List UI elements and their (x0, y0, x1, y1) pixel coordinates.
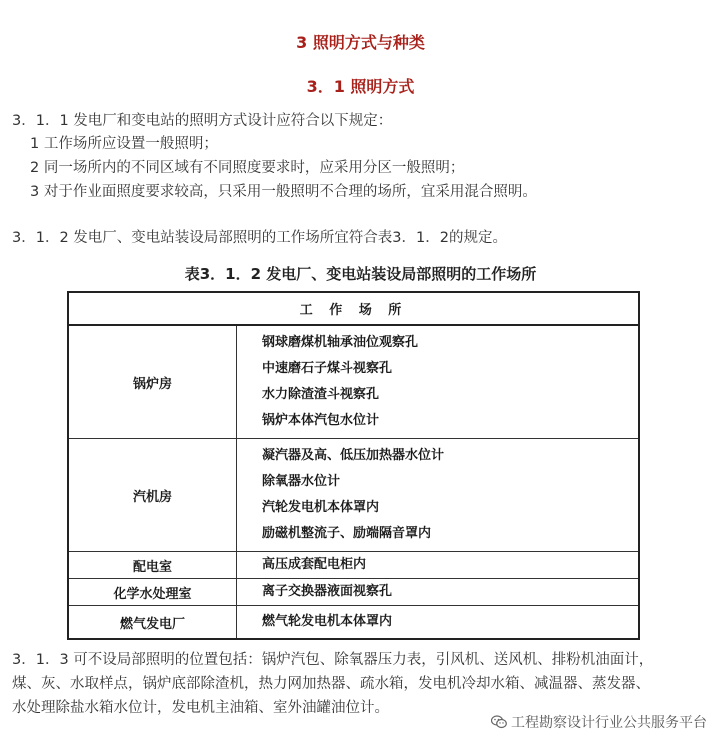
table-item: 励磁机整流子、励端隔音罩内 (262, 526, 432, 541)
watermark-text: 工程勘察设计行业公共服务平台 (511, 715, 707, 731)
table-item: 钢球磨煤机轴承油位观察孔 (262, 335, 419, 350)
table-row (68, 325, 639, 439)
clause-311-item: 3 对于作业面照度要求较高，只采用一般照明不合理的场所，宜采用混合照明。 (30, 184, 537, 200)
clause-313-line: 煤、灰、水取样点，锅炉底部除渣机，热力网加热器、疏水箱，发电机冷却水箱、减温器、蒸发器、 (12, 676, 650, 692)
workplace-table (67, 291, 640, 640)
table-item: 燃气轮发电机本体罩内 (262, 614, 393, 629)
clause-312: 3．1．2 发电厂、变电站装设局部照明的工作场所宜符合表3．1．2的规定。 (12, 230, 507, 246)
table-row (68, 439, 639, 552)
section-heading: 3 照明方式与种类 (296, 33, 425, 52)
clause-313-line: 水处理除盐水箱水位计，发电机主油箱、室外油罐油位计。 (12, 700, 389, 716)
table-item: 高压成套配电柜内 (262, 557, 367, 572)
clause-313-line: 3．1．3 可不设局部照明的位置包括：锅炉汽包、除氧器压力表，引风机、送风机、排粉机油面计， (12, 652, 654, 668)
table-row (68, 552, 639, 579)
subsection-heading: 3．1 照明方式 (306, 77, 415, 96)
table-item: 汽轮发电机本体罩内 (262, 500, 380, 515)
wechat-icon (491, 715, 507, 729)
table-category: 化学水处理室 (68, 579, 237, 606)
clause-311-item: 2 同一场所内的不同区域有不同照度要求时，应采用分区一般照明； (30, 160, 465, 176)
table-item: 中速磨石子煤斗视察孔 (262, 361, 393, 376)
table-item: 除氧器水位计 (262, 474, 341, 489)
table-item: 锅炉本体汽包水位计 (262, 413, 380, 428)
table-row (68, 606, 639, 640)
watermark (487, 712, 707, 732)
table-header: 工 作 场 所 (68, 292, 639, 325)
table-caption: 表3．1．2 发电厂、变电站装设局部照明的工作场所 (184, 265, 537, 283)
table-item: 离子交换器液面视察孔 (262, 584, 393, 599)
table-row (68, 579, 639, 606)
table-category: 锅炉房 (68, 325, 237, 439)
table-category: 汽机房 (68, 439, 237, 552)
table-category: 配电室 (68, 552, 237, 579)
clause-311-item: 1 工作场所应设置一般照明； (30, 136, 218, 152)
table-item: 凝汽器及高、低压加热器水位计 (262, 448, 445, 463)
table-category: 燃气发电厂 (68, 606, 237, 640)
clause-311-lead: 3．1．1 发电厂和变电站的照明方式设计应符合以下规定： (12, 113, 393, 129)
table-item: 水力除渣渣斗视察孔 (262, 387, 380, 402)
table-header-row (68, 292, 639, 325)
